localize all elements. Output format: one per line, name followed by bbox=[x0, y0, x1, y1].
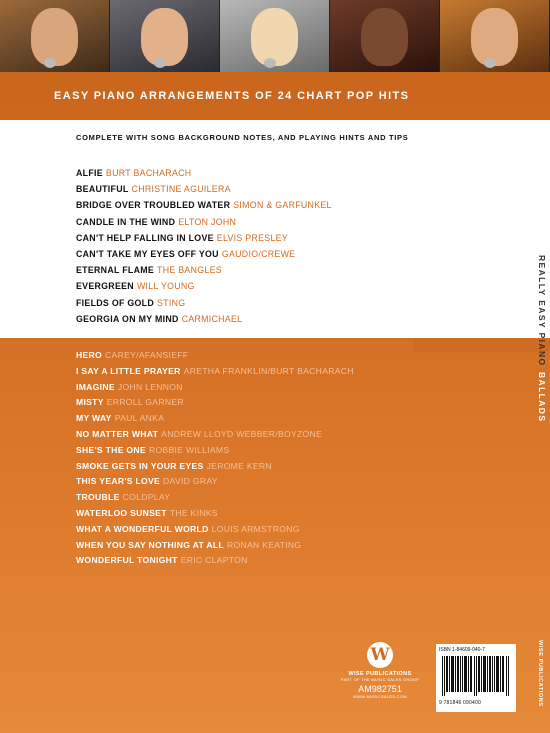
song-item bbox=[76, 217, 332, 233]
song-artist: WILL YOUNG bbox=[136, 281, 195, 292]
spine-series-title: REALLY EASY PIANO bbox=[537, 255, 547, 367]
song-item bbox=[76, 168, 332, 184]
song-title: SMOKE GETS IN YOUR EYES bbox=[76, 460, 204, 471]
song-item bbox=[76, 314, 332, 330]
publisher-block bbox=[330, 642, 430, 699]
song-item bbox=[76, 413, 354, 429]
cover-tagline: EASY PIANO ARRANGEMENTS OF 24 CHART POP HITS bbox=[54, 90, 410, 102]
song-title: GEORGIA ON MY MIND bbox=[76, 313, 179, 324]
song-title: FIELDS OF GOLD bbox=[76, 297, 154, 308]
artist-photo-strip bbox=[0, 0, 550, 72]
song-artist: ELTON JOHN bbox=[178, 216, 237, 227]
song-artist: THE KINKS bbox=[169, 507, 218, 518]
song-item bbox=[76, 200, 332, 216]
song-artist: JEROME KERN bbox=[206, 460, 272, 471]
song-item bbox=[76, 233, 332, 249]
song-list-top bbox=[76, 168, 332, 330]
song-item bbox=[76, 429, 354, 445]
song-title: HERO bbox=[76, 350, 103, 360]
song-title: SHE'S THE ONE bbox=[76, 444, 146, 455]
publisher-url: WWW.MUSICSALES.COM bbox=[353, 694, 407, 699]
song-item bbox=[76, 281, 332, 297]
barcode-bars bbox=[442, 656, 510, 696]
barcode bbox=[436, 644, 516, 712]
song-artist: ROBBIE WILLIAMS bbox=[148, 444, 230, 455]
song-artist: LOUIS ARMSTRONG bbox=[211, 523, 300, 534]
song-item bbox=[76, 445, 354, 461]
barcode-digits: 9 781846 090400 bbox=[439, 700, 481, 706]
song-title: WHAT A WONDERFUL WORLD bbox=[76, 523, 209, 534]
song-list-bottom bbox=[76, 350, 354, 571]
song-item bbox=[76, 492, 354, 508]
song-title: WONDERFUL TONIGHT bbox=[76, 555, 178, 566]
song-artist: GAUDIO/CREWE bbox=[221, 248, 296, 259]
publisher-name: WISE PUBLICATIONS bbox=[348, 671, 412, 677]
song-title: ALFIE bbox=[76, 168, 103, 178]
song-title: IMAGINE bbox=[76, 381, 115, 392]
song-artist: THE BANGLES bbox=[157, 265, 222, 276]
song-title: CANDLE IN THE WIND bbox=[76, 216, 176, 227]
song-item bbox=[76, 298, 332, 314]
song-title: ETERNAL FLAME bbox=[76, 265, 155, 276]
singer-photo-1 bbox=[0, 0, 110, 72]
song-title: CAN'T TAKE MY EYES OFF YOU bbox=[76, 248, 219, 259]
song-item bbox=[76, 382, 354, 398]
song-item bbox=[76, 476, 354, 492]
song-title: MISTY bbox=[76, 397, 104, 408]
song-artist: SIMON & GARFUNKEL bbox=[233, 200, 332, 211]
song-artist: STING bbox=[157, 297, 186, 308]
song-item bbox=[76, 249, 332, 265]
singer-photo-4 bbox=[330, 0, 440, 72]
cover-subtitle: COMPLETE WITH SONG BACKGROUND NOTES, AND PLAYING HINTS AND TIPS bbox=[76, 133, 409, 142]
song-artist: ERROLL GARNER bbox=[106, 397, 184, 408]
song-artist: CAREY/AFANSIEFF bbox=[105, 350, 189, 360]
wise-logo-icon: W bbox=[367, 642, 393, 668]
song-artist: DAVID GRAY bbox=[163, 476, 218, 487]
song-item bbox=[76, 524, 354, 540]
song-artist: CHRISTINE AGUILERA bbox=[131, 184, 231, 195]
singer-photo-2 bbox=[110, 0, 220, 72]
song-item bbox=[76, 508, 354, 524]
song-artist: COLDPLAY bbox=[122, 492, 171, 503]
song-item bbox=[76, 555, 354, 571]
song-item bbox=[76, 461, 354, 477]
song-artist: RONAN KEATING bbox=[227, 539, 302, 550]
song-item bbox=[76, 540, 354, 556]
song-artist: BURT BACHARACH bbox=[105, 168, 192, 178]
spine-publisher: WISE PUBLICATIONS bbox=[537, 640, 543, 707]
song-title: I SAY A LITTLE PRAYER bbox=[76, 365, 181, 376]
song-artist: ANDREW LLOYD WEBBER/BOYZONE bbox=[161, 428, 323, 439]
isbn-text: ISBN 1-84609-040-7 bbox=[439, 647, 485, 653]
song-title: THIS YEAR'S LOVE bbox=[76, 476, 161, 487]
song-artist: ELVIS PRESLEY bbox=[216, 232, 288, 243]
song-artist: ARETHA FRANKLIN/BURT BACHARACH bbox=[183, 365, 354, 376]
song-title: WHEN YOU SAY NOTHING AT ALL bbox=[76, 539, 224, 550]
song-item bbox=[76, 350, 354, 366]
song-title: EVERGREEN bbox=[76, 281, 134, 292]
catalog-number: AM982751 bbox=[358, 684, 402, 694]
song-title: BRIDGE OVER TROUBLED WATER bbox=[76, 200, 231, 211]
song-title: MY WAY bbox=[76, 413, 112, 424]
song-item bbox=[76, 397, 354, 413]
song-artist: ERIC CLAPTON bbox=[180, 555, 248, 566]
song-artist: PAUL ANKA bbox=[114, 413, 165, 424]
publisher-subline: PART OF THE MUSIC SALES GROUP bbox=[340, 677, 420, 682]
song-title: WATERLOO SUNSET bbox=[76, 507, 167, 518]
spine-volume-title: BALLADS bbox=[537, 372, 547, 423]
song-title: CAN'T HELP FALLING IN LOVE bbox=[76, 232, 214, 243]
singer-photo-5 bbox=[440, 0, 550, 72]
song-artist: JOHN LENNON bbox=[117, 381, 183, 392]
song-item bbox=[76, 265, 332, 281]
panel-tab bbox=[413, 338, 550, 352]
song-item bbox=[76, 184, 332, 200]
song-artist: CARMICHAEL bbox=[181, 313, 243, 324]
song-title: NO MATTER WHAT bbox=[76, 428, 159, 439]
song-title: BEAUTIFUL bbox=[76, 184, 129, 195]
singer-photo-3 bbox=[220, 0, 330, 72]
song-item bbox=[76, 366, 354, 382]
song-title: TROUBLE bbox=[76, 492, 120, 503]
white-song-panel bbox=[0, 120, 550, 338]
